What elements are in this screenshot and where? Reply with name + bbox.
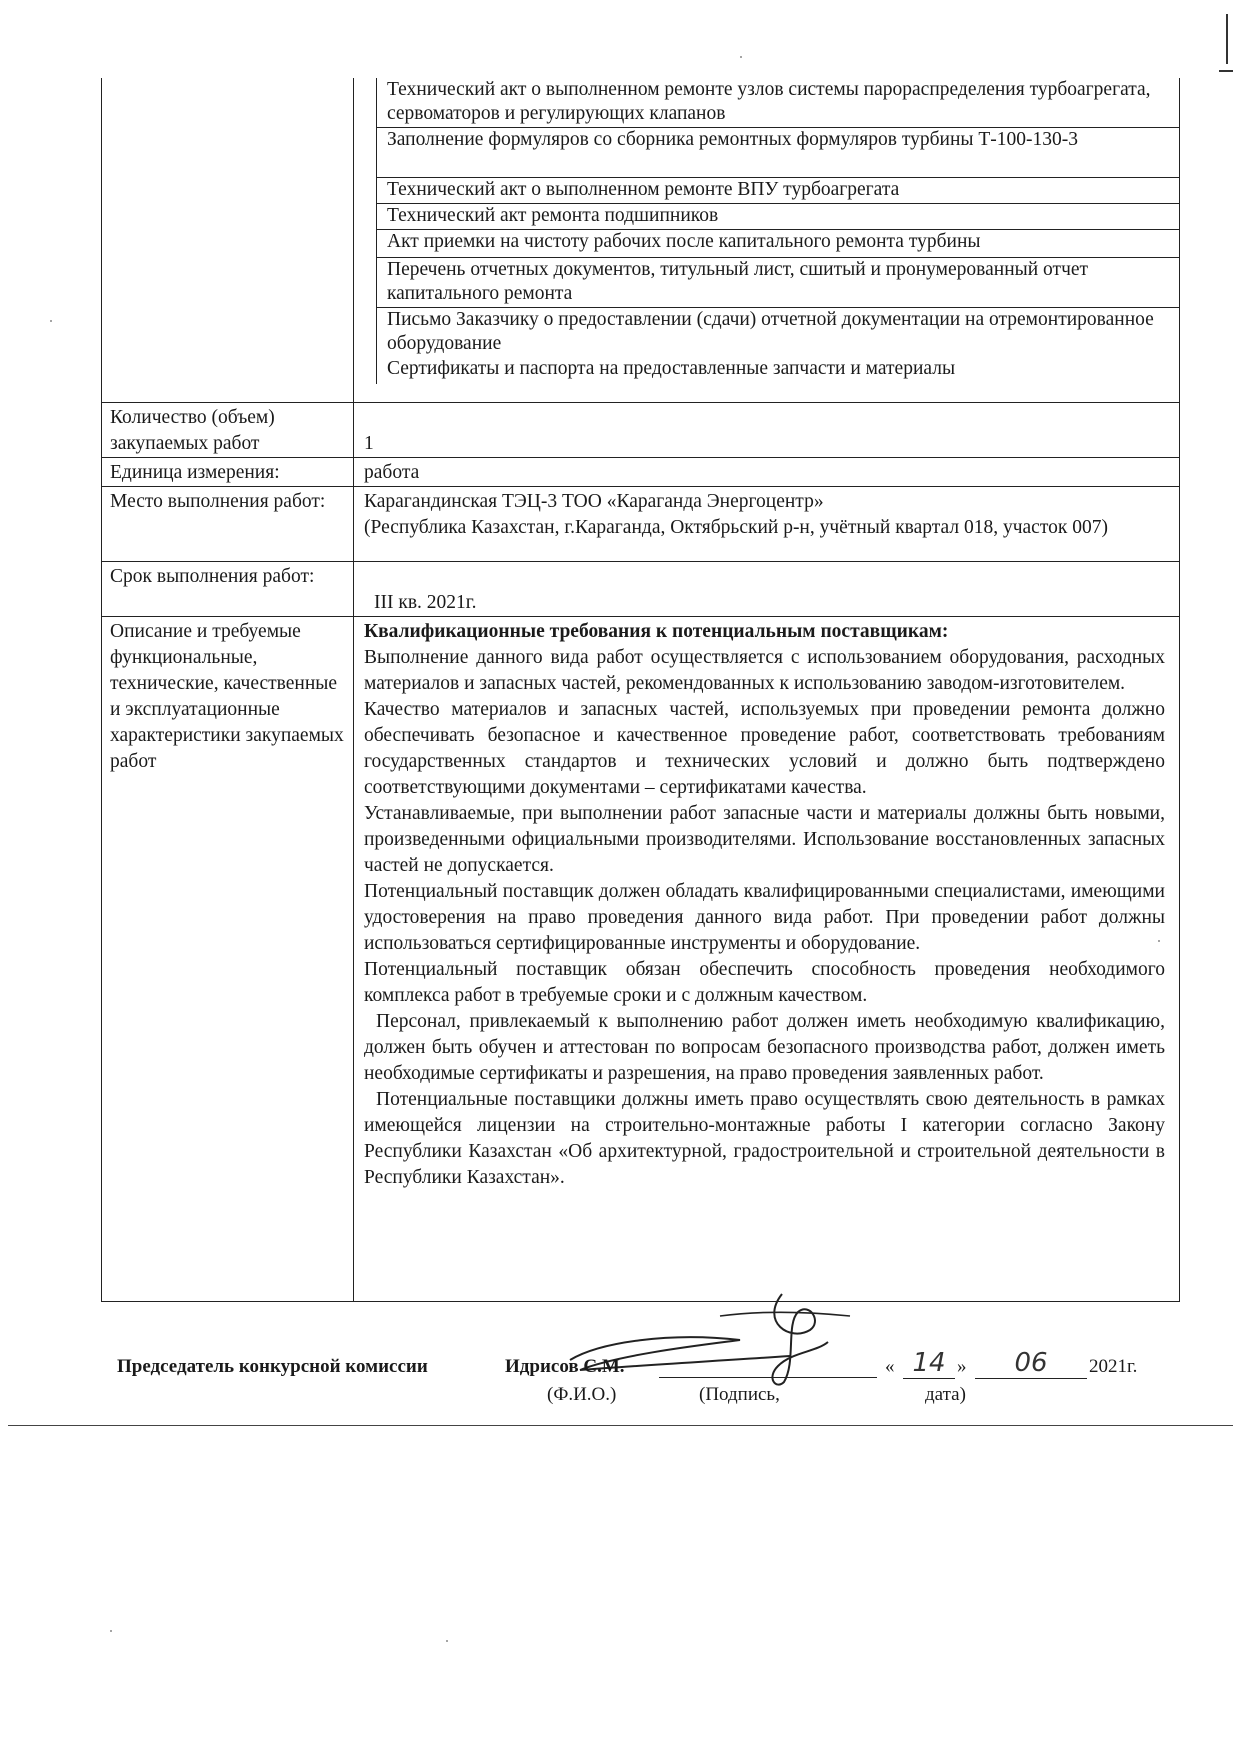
requirement-paragraph: Выполнение данного вида работ осуществляется с использованием оборудования, расходных материалов и запасных частей, рекомендованных к использованию заводом-изготовителем.	[364, 647, 1165, 694]
requirement-paragraph: Потенциальный поставщик обязан обеспечить способность проведения необходимого комплекса работ в требуемые сроки и с должным качеством.	[364, 959, 1165, 1006]
caption-signature: (Подпись,	[699, 1384, 780, 1405]
scan-speck	[1158, 940, 1160, 942]
list-item: Сертификаты и паспорта на предоставленные запчасти и материалы	[376, 357, 1179, 384]
page-divider	[8, 1425, 1233, 1426]
caption-fio: (Ф.И.О.)	[547, 1384, 617, 1405]
quantity-label: Количество (объем) закупаемых работ	[102, 403, 354, 458]
list-item: Перечень отчетных документов, титульный лист, сшитый и пронумерованный отчет капитального ремонта	[376, 258, 1179, 308]
date-month: 06	[975, 1348, 1087, 1379]
list-item: Технический акт о выполненном ремонте ВПУ турбоагрегата	[376, 178, 1179, 204]
scan-speck	[50, 320, 52, 322]
chairman-title: Председатель конкурсной комиссии	[117, 1356, 428, 1377]
requirement-paragraph: Устанавливаемые, при выполнении работ запасные части и материалы должны быть новыми, произведенными официальными производителями. Использование восстановленных запасных частей не допускается.	[364, 803, 1165, 876]
scan-speck	[446, 1640, 448, 1642]
quantity-value-text: 1	[364, 433, 374, 454]
requirement-paragraph: Потенциальные поставщики должны иметь право осуществлять свою деятельность в рамках имеющейся лицензии на строительно-монтажные работы I категории согласно Закону Республики Казахстан «Об архитектурной, градостроительной и строительной деятельности в Республики Казахстан».	[364, 1089, 1165, 1188]
table-row	[102, 562, 1180, 617]
requirement-paragraph: Качество материалов и запасных частей, используемых при проведении ремонта должно обеспечивать безопасное и качественное проведение работ, соответствовать требованиям государственных стандартов и технических условий и должно быть подтверждено соответствующими документами – сертификатами качества.	[364, 699, 1165, 798]
documents-cell	[354, 78, 1180, 403]
scan-mark	[1219, 70, 1233, 72]
caption-date: дата)	[925, 1384, 966, 1405]
list-item: Технический акт о выполненном ремонте узлов системы парораспределения турбоагрегата, сервоматоров и регулирующих клапанов	[376, 78, 1179, 128]
signature-line	[659, 1377, 877, 1378]
date-year: 2021г.	[1089, 1356, 1138, 1377]
place-label: Место выполнения работ:	[102, 487, 354, 562]
date-day: 14	[903, 1348, 955, 1379]
list-item: Акт приемки на чистоту рабочих после капитального ремонта турбины	[376, 230, 1179, 258]
requirement-paragraph: Потенциальный поставщик должен обладать квалифицированными специалистами, имеющими удостоверения на право проведения данного вида работ. При проведении работ должны использоваться сертифицированные инструменты и оборудование.	[364, 881, 1165, 954]
term-value-text: III кв. 2021г.	[374, 592, 477, 613]
table-row	[102, 487, 1180, 562]
unit-label: Единица измерения:	[102, 458, 354, 487]
scan-mark	[1226, 14, 1228, 64]
signature-block	[117, 1348, 1177, 1426]
place-value-line: (Республика Казахстан, г.Караганда, Октябрьский р-н, учётный квартал 018, участок 007)	[364, 517, 1108, 538]
qualification-heading: Квалификационные требования к потенциальным поставщикам:	[364, 621, 949, 642]
table-row	[102, 617, 1180, 1302]
date-quote-open: «	[885, 1356, 895, 1377]
place-value-line: Карагандинская ТЭЦ-3 ТОО «Караганда Энергоцентр»	[364, 491, 824, 512]
place-value	[354, 487, 1180, 562]
list-item: Письмо Заказчику о предоставлении (сдачи) отчетной документации на отремонтированное оборудование	[376, 308, 1179, 357]
chairman-name: Идрисов С.М.	[505, 1356, 625, 1377]
table-row	[102, 458, 1180, 487]
table-row	[102, 78, 1180, 403]
scan-speck	[740, 56, 742, 58]
table-row	[102, 403, 1180, 458]
description-value	[354, 617, 1180, 1302]
documents-list	[354, 78, 1179, 384]
date-quote-close: »	[957, 1356, 967, 1377]
scan-speck	[110, 1630, 112, 1632]
description-label: Описание и требуемые функциональные, технические, качественные и эксплуатационные характеристики закупаемых работ	[102, 617, 354, 1302]
table-cell-empty	[102, 78, 354, 403]
specification-table	[101, 78, 1180, 1302]
term-label: Срок выполнения работ:	[102, 562, 354, 617]
term-value	[354, 562, 1180, 617]
unit-value: работа	[354, 458, 1180, 487]
list-item: Технический акт ремонта подшипников	[376, 204, 1179, 230]
list-item: Заполнение формуляров со сборника ремонтных формуляров турбины Т-100-130-3	[376, 128, 1179, 178]
quantity-value	[354, 403, 1180, 458]
requirement-paragraph: Персонал, привлекаемый к выполнению работ должен иметь необходимую квалификацию, должен быть обучен и аттестован по вопросам безопасного производства работ, должен иметь необходимые сертификаты и разрешения, на право проведения заявленных работ.	[364, 1011, 1165, 1084]
